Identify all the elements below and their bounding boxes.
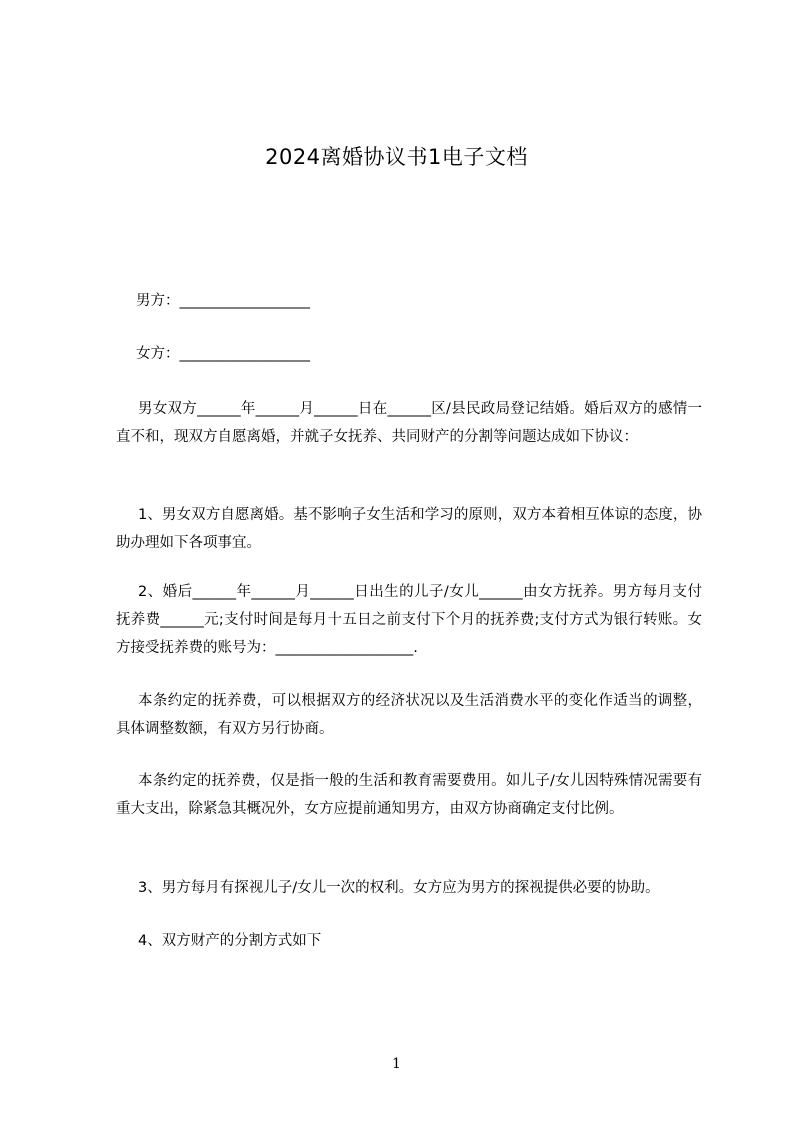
page-number: 1 [392, 1056, 401, 1072]
adjustment-paragraph: 本条约定的抚养费，可以根据双方的经济状况以及生活消费水平的变化作适当的调整，具体调整数额，有双方另行协商。 [116, 693, 702, 737]
clause-1-paragraph: 1、男女双方自愿离婚。基不影响子女生活和学习的原则，双方本着相互体谅的态度，协助办理如下各项事宜。 [116, 507, 702, 551]
clause-4-paragraph: 4、双方财产的分割方式如下 [138, 933, 322, 949]
husband-field: 男方：__________________ [136, 293, 310, 309]
special-expense-paragraph: 本条约定的抚养费，仅是指一般的生活和教育需要费用。如儿子/女儿因特殊情况需要有重大支出，除紧急其概况外，女方应提前通知男方，由双方协商确定支付比例。 [116, 773, 702, 817]
clause-2-paragraph: 2、婚后______年______月______日出生的儿子/女儿______由女方抚养。男方每月支付抚养费______元;支付时间是每月十五日之前支付下个月的抚养费;支付方式为银行转账。女方接受抚养费的账号为：___________________. [116, 584, 702, 656]
clause-3-paragraph: 3、男方每月有探视儿子/女儿一次的权利。女方应为男方的探视提供必要的协助。 [138, 880, 660, 896]
wife-field: 女方：__________________ [136, 346, 310, 362]
intro-paragraph: 男女双方______年______月______日在______区/县民政局登记结婚。婚后双方的感情一直不和，现双方自愿离婚，并就子女抚养、共同财产的分割等问题达成如下协议： [116, 401, 702, 445]
document-title: 2024离婚协议书1电子文档 [265, 145, 528, 169]
